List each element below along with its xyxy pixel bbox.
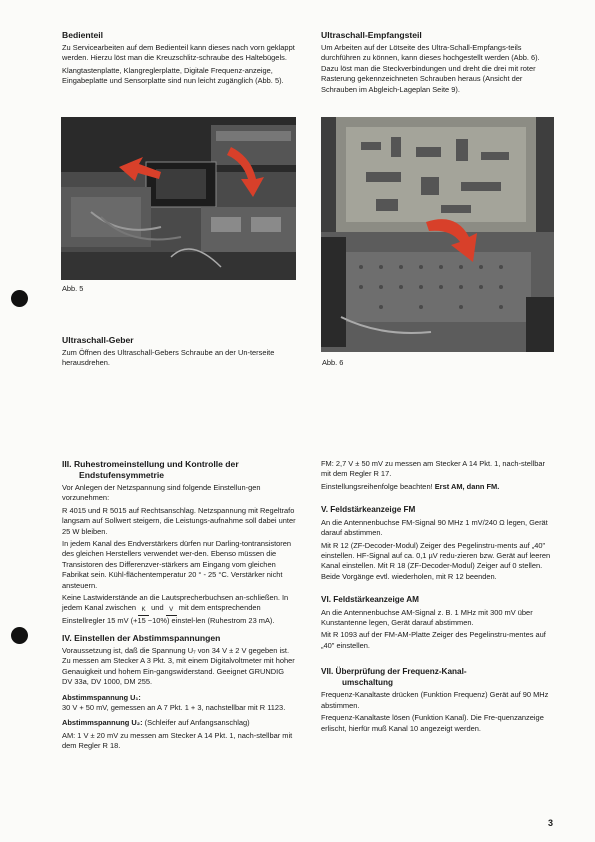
photo-abb-6: [321, 117, 554, 352]
section-vii-heading-line2: umschaltung: [342, 677, 393, 687]
receiver-board-photo: [321, 117, 554, 352]
section-vi-text-1: An die Antennenbuchse AM-Signal z. B. 1 MHz mit 300 mV über Kunstantenne legen, Gerät darauf abstimmen.: [321, 607, 533, 628]
section-iii-text-4: [62, 593, 296, 627]
section-vii-text-2: Frequenz-Kanaltaste lösen (Funktion Kanal). Die Fre-quenzanzeige erlischt, hierfür muß Kanal 10 angezeigt werden.: [321, 713, 544, 733]
section-iii-text-3: In jedem Kanal des Endverstärkers dürfen nur Darling-tontransistoren des gleichen Herstellers verwendet wer-den. Ebenso müssen die Transistoren des Differenzver-stärkers am Eingang vom gleichen Fabrikat sein. Kühl-flächentemperatur 20 ° - 25 °C. Verstärker nicht ansteuern.: [62, 539, 292, 590]
terminal-v-symbol: V: [166, 606, 177, 616]
section-iv-text-2: 30 V + 50 mV, gemessen an A 7 Pkt. 1 + 3, nachstellbar mit R 1123.: [62, 702, 286, 712]
empfangsteil-heading: Ultraschall-Empfangsteil: [321, 30, 422, 40]
binding-hole-2: [11, 627, 28, 644]
bedienteil-section: [62, 30, 296, 89]
ultraschall-geber-section: [62, 335, 296, 371]
section-vi-text-2: Mit R 1093 auf der FM-AM-Platte Zeiger des Pegelinstru-mentes auf „40" einstellen.: [321, 630, 546, 650]
section-iv-text-3: AM: 1 V ± 20 mV zu messen am Stecker A 14 Pkt. 1, nach-stellbar mit dem Regler R 18.: [62, 730, 293, 751]
order-note: [321, 482, 555, 492]
ultraschall-geber-heading: Ultraschall-Geber: [62, 335, 134, 345]
fm-voltage-text: FM: 2,7 V ± 50 mV zu messen am Stecker A 14 Pkt. 1, nach-stellbar mit dem Regler R 17.: [321, 459, 545, 479]
section-v-heading: V. Feldstärkeanzeige FM: [321, 505, 416, 515]
section-iii-text-4a: Keine Lastwiderstände an die Lautsprecherbuchsen an-schließen. In jedem Kanal zwischen: [62, 593, 289, 613]
order-note-bold: Erst AM, dann FM.: [432, 481, 500, 491]
section-vii-heading: [321, 667, 555, 688]
bedienteil-text-1: Zu Servicearbeiten auf dem Bedienteil kann dieses nach vorn geklappt werden. Hierzu löst man die Kreuzschlitz-schraube des Haltebügels.: [62, 43, 295, 63]
abb-6-caption: Abb. 6: [322, 358, 344, 367]
empfangsteil-text: Um Arbeiten auf der Lötseite des Ultra-Schall-Empfangs-teils durchführen zu können, kann dieses hochgestellt werden (Abb. 6). Dazu löst man die Steckverbindungen und dreht die drei mit roter Rasterung gekennzeichneten Schrauben heraus (Ansicht der Schrauben im Abgleich-Lageplan Seite 9).: [321, 43, 540, 94]
binding-hole-1: [11, 290, 28, 307]
photo-abb-5: [61, 117, 296, 280]
section-v-text-1: An die Antennenbuchse FM-Signal 90 MHz 1 mV/240 Ω legen, Gerät darauf abstimmen.: [321, 517, 548, 538]
section-vi-heading: VI. Feldstärkeanzeige AM: [321, 595, 419, 605]
section-iv-sub-2: [62, 718, 296, 728]
section-iii-text-1: Vor Anlegen der Netzspannung sind folgende Einstellun-gen vorzunehmen:: [62, 483, 261, 503]
ultraschall-empfangsteil-section: [321, 30, 555, 97]
page-number: 3: [547, 818, 553, 828]
section-iii-heading-line1: III. Ruhestromeinstellung und Kontrolle der: [62, 459, 239, 469]
section-iv-sub-2-bold: Abstimmspannung U₂:: [62, 718, 143, 728]
section-iii-heading-line2: Endstufensymmetrie: [79, 470, 165, 480]
section-vii-text-1: Frequenz-Kanaltaste drücken (Funktion Frequenz) Gerät auf 90 MHz abstimmen.: [321, 690, 549, 710]
terminal-k-symbol: K: [138, 606, 149, 616]
ultraschall-geber-text: Zum Öffnen des Ultraschall-Gebers Schraube an der Un-terseite herausdrehen.: [62, 348, 275, 368]
section-iv-sub-1: Abstimmspannung U₁:: [62, 692, 141, 702]
section-iii-text-2: R 4015 und R 5015 auf Rechtsanschlag. Netzspannung mit Regeltrafo langsam auf Sollwert steigern, die Leistungs-aufnahme soll dabei unter 25 W bleiben.: [62, 505, 296, 536]
section-iv-heading: IV. Einstellen der Abstimmspannungen: [62, 632, 221, 643]
section-iii-heading: [62, 459, 296, 481]
section-iii: [62, 459, 296, 754]
operating-panel-photo: [61, 117, 296, 280]
section-vii-heading-line1: VII. Überprüfung der Frequenz-Kanal-: [321, 667, 467, 677]
section-iii-text-4c: mit dem entsprechenden Einstellregler 15 mV (+15 −10%) einstel-len (Ruhestrom 23 mA).: [62, 603, 275, 626]
bedienteil-heading: Bedienteil: [62, 30, 104, 40]
section-v-text-2: Mit R 12 (ZF-Decoder-Modul) Zeiger des Pegelinstru-ments auf „40" einstellen. HF-Signal auf ca. 0,1 µV redu-zieren bzw. Gerät auf leeren Kanal einstellen. Mit R 18 (ZF-Decoder-Modul) Zeiger auf 0 stellen. Beide Vorgänge evtl. wiederholen, mit R 12 beenden.: [321, 540, 551, 581]
bottom-right-column: [321, 459, 555, 736]
section-iii-text-4b: und: [151, 603, 164, 613]
section-iv-text-1: Voraussetzung ist, daß die Spannung U₇ von 34 V ± 2 V gegeben ist. Zu messen am Stecker A 3 Pkt. 3, mit einem Digitalvoltmeter mit hoher Genauigkeit und hohem Ein-gangswiderstand. Geeignet GRUNDIG DV 33a, DV 1000, DM 255.: [62, 645, 295, 687]
abb-5-caption: Abb. 5: [62, 284, 84, 293]
order-note-text: Einstellungsreihenfolge beachten!: [321, 481, 433, 491]
section-iv-sub-2-rest: (Schleifer auf Anfangsanschlag): [142, 718, 250, 728]
bedienteil-text-2: Klangtastenplatte, Klangreglerplatte, Digitale Frequenz-anzeige, Eingabeplatte und Sensorplatte sind nun leicht zugänglich (Abb. 5).: [62, 65, 284, 86]
